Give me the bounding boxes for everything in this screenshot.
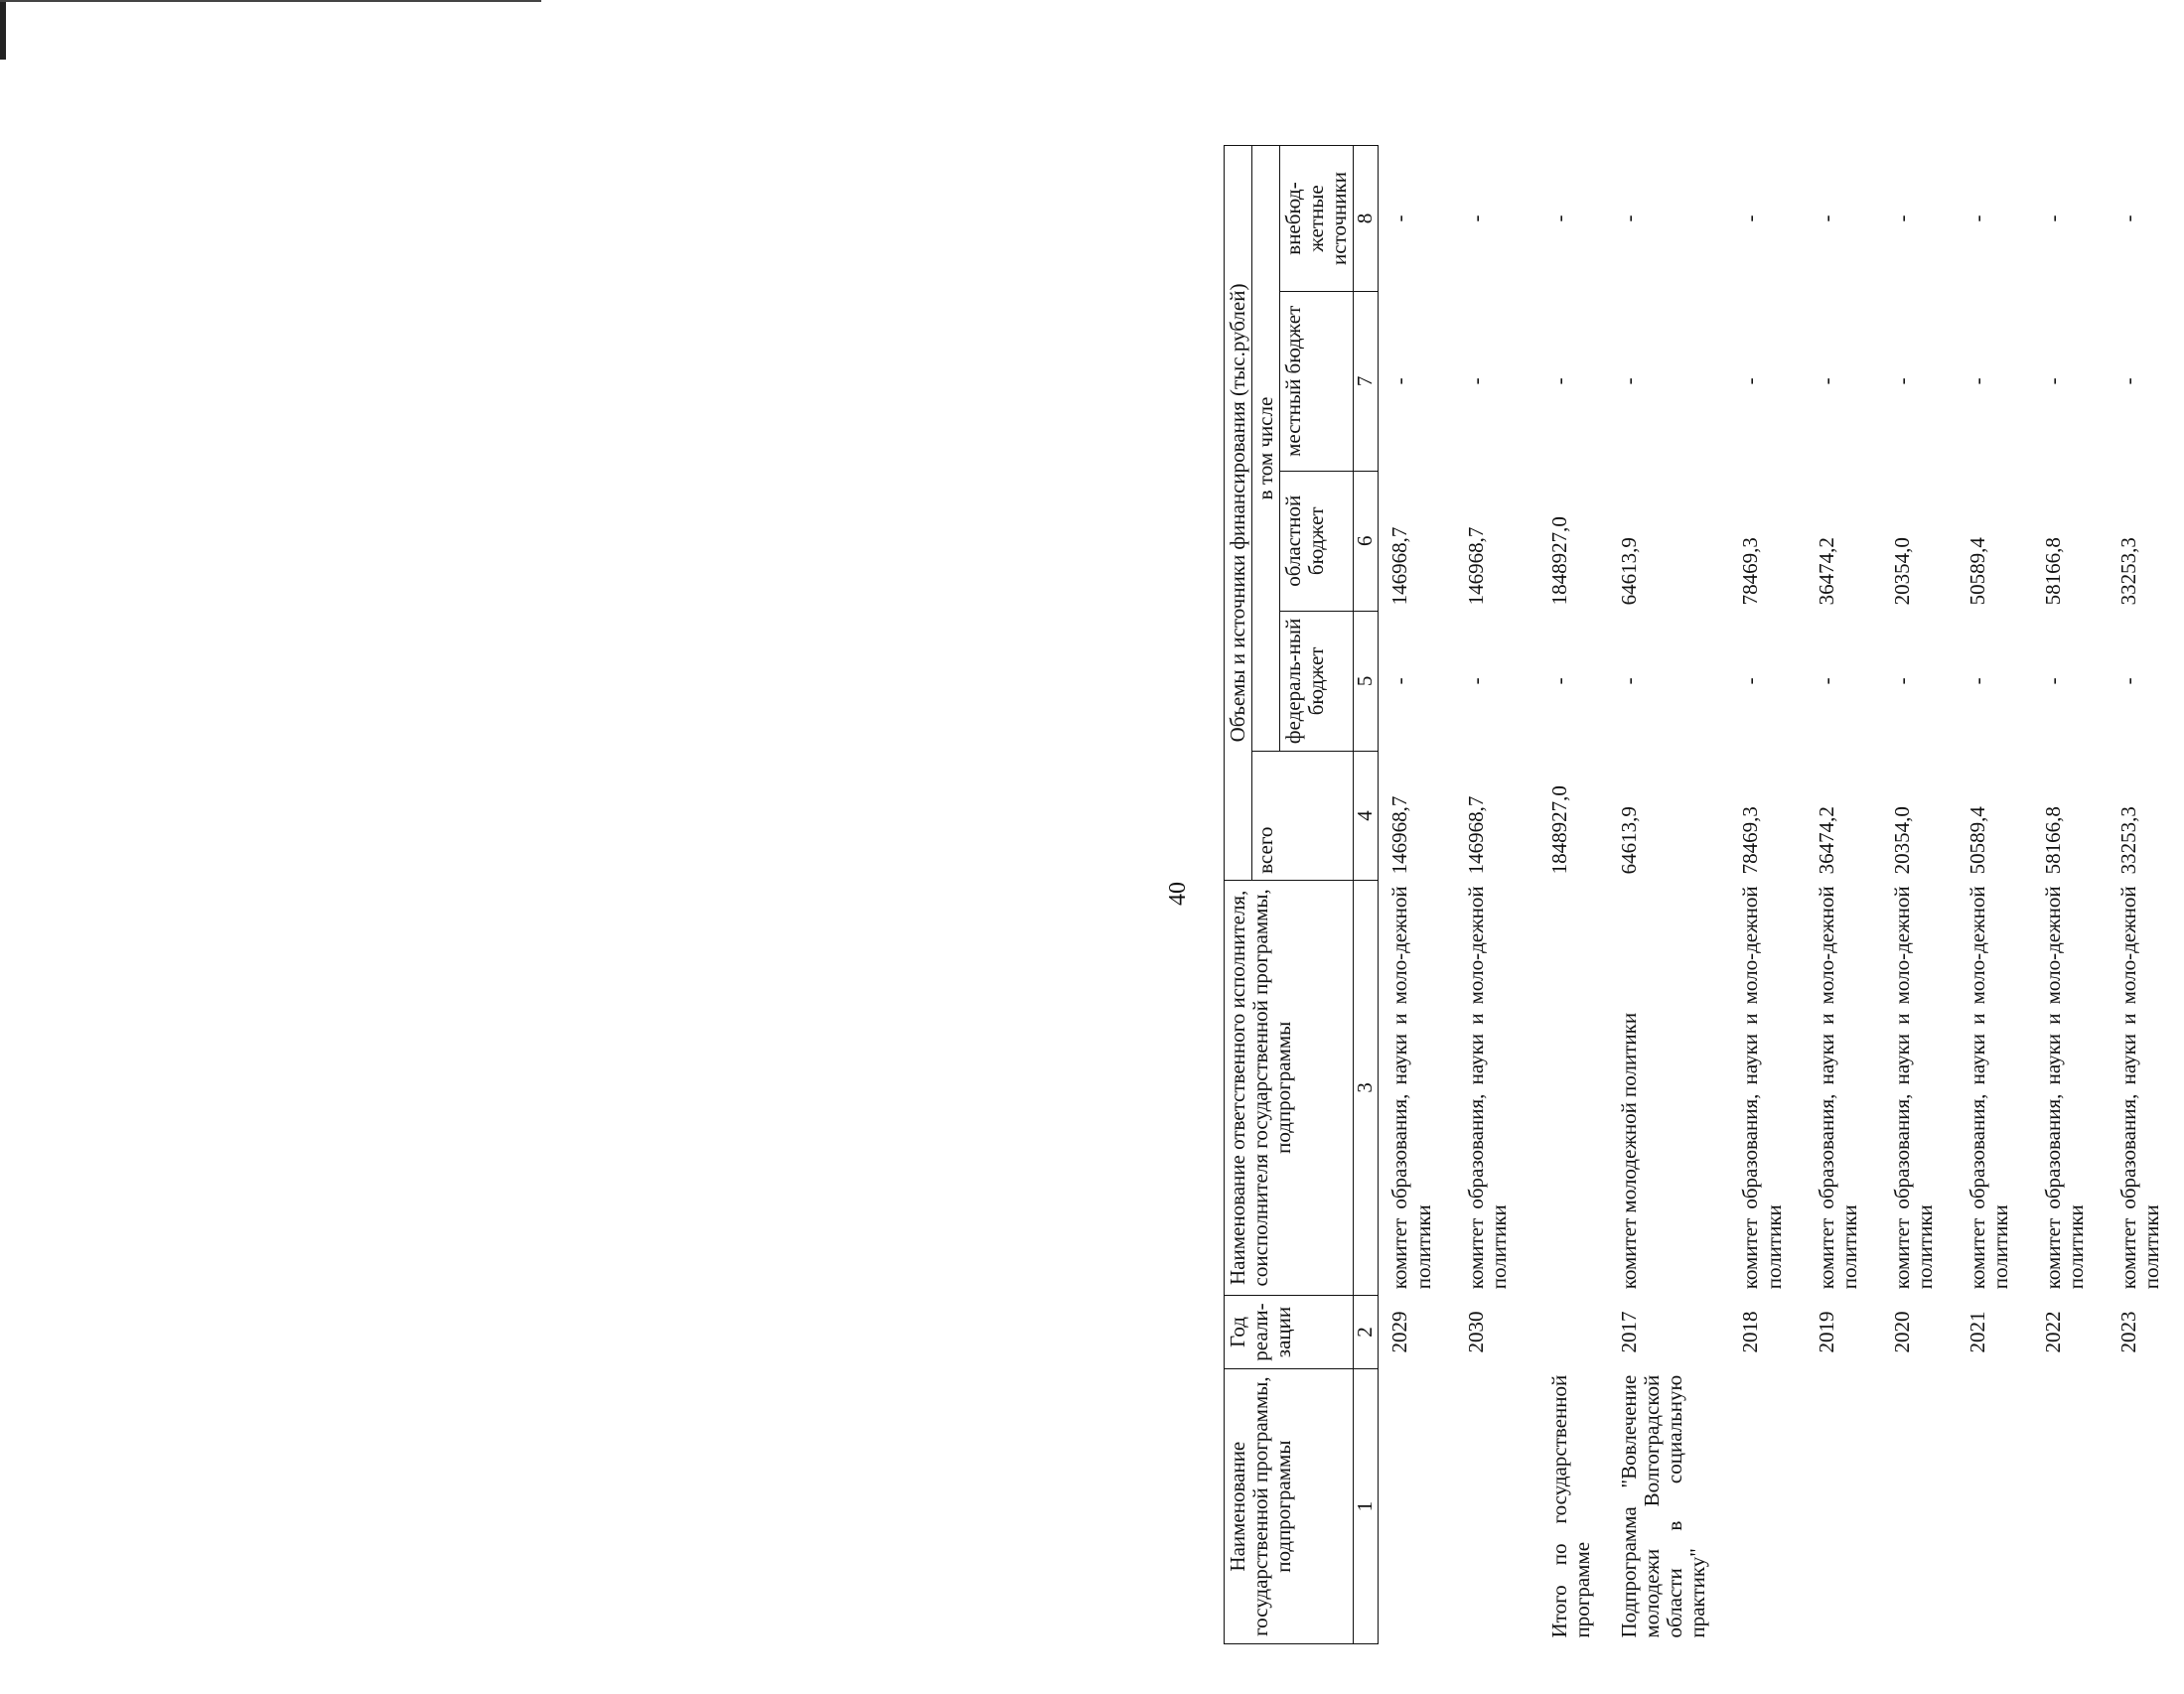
column-number: 2 — [1354, 1295, 1379, 1369]
column-number: 6 — [1354, 471, 1379, 611]
cell-local: - — [1546, 377, 1571, 385]
cell-regional: 20354,0 — [1889, 537, 1914, 606]
table-row — [2108, 146, 2183, 1644]
table-row — [1530, 146, 1608, 1644]
table-row — [1455, 146, 1530, 1644]
cell-executor — [1530, 880, 1608, 1295]
cell-local: - — [1965, 377, 1989, 385]
cell-federal: - — [2041, 677, 2066, 685]
cell-local: - — [1463, 377, 1488, 385]
header-funding-group: Объемы и источники финансирования (тыс.рублей) — [1225, 146, 1252, 881]
header-local: местный бюджет — [1280, 291, 1354, 471]
cell-federal: - — [1889, 677, 1914, 685]
header-regional: областной бюджет — [1280, 471, 1354, 611]
cell-local: - — [1814, 377, 1838, 385]
header-executor: Наименование ответственного исполнителя, соисполнителя государственной программы, подпрограммы — [1225, 880, 1354, 1295]
cell-total: 146968,7 — [1387, 795, 1412, 875]
cell-extrabudget: - — [1546, 214, 1571, 222]
cell-program — [2108, 1369, 2183, 1644]
cell-executor: комитет образования, науки и моло-дежной политики — [1387, 886, 1435, 1290]
cell-executor: комитет образования, науки и моло-дежной политики — [2116, 886, 2164, 1290]
cell-program — [1881, 1369, 1957, 1644]
cell-federal: - — [1814, 677, 1838, 685]
table-row — [2032, 146, 2108, 1644]
cell-executor: комитет образования, науки и моло-дежной политики — [2041, 886, 2089, 1290]
cell-program — [1806, 1369, 1881, 1644]
cell-regional: 146968,7 — [1387, 526, 1412, 606]
cell-total: 1848927,0 — [1546, 785, 1571, 875]
cell-regional: 50589,4 — [1965, 537, 1989, 606]
cell-extrabudget: - — [1463, 214, 1488, 222]
cell-executor: комитет образования, науки и моло-дежной политики — [1965, 886, 2013, 1290]
column-number: 1 — [1354, 1369, 1379, 1644]
header-year: Год реали-зации — [1225, 1295, 1354, 1369]
column-number: 7 — [1354, 291, 1379, 471]
cell-year: 2019 — [1814, 1311, 1838, 1353]
cell-program: Подпрограмма "Вовлечение молодежи Волгоградской области в социальную практику" — [1617, 1374, 1710, 1638]
cell-local: - — [1387, 377, 1412, 385]
financing-table — [1224, 145, 2184, 1644]
cell-program — [1455, 1369, 1530, 1644]
cell-regional: 146968,7 — [1463, 526, 1488, 606]
cell-executor: комитет образования, науки и моло-дежной политики — [1814, 886, 1861, 1290]
cell-year: 2020 — [1889, 1311, 1914, 1353]
header-program-name: Наименование государственной программы, подпрограммы — [1225, 1369, 1354, 1644]
cell-federal: - — [1617, 677, 1642, 685]
cell-year: 2017 — [1617, 1311, 1642, 1353]
header-total: всего — [1252, 752, 1354, 881]
table-body — [1379, 146, 2184, 1644]
cell-program — [1957, 1369, 2032, 1644]
cell-extrabudget: - — [1617, 214, 1642, 222]
header-extrabudget: внебюд-жетные источники — [1280, 146, 1354, 292]
cell-executor: комитет молодежной политики — [1617, 1012, 1642, 1290]
document-page — [1142, 119, 2164, 1668]
cell-year — [1530, 1295, 1608, 1369]
cell-total: 33253,3 — [2116, 806, 2141, 875]
cell-program — [1379, 1369, 1455, 1644]
cell-extrabudget: - — [2116, 214, 2141, 222]
table-row — [1729, 146, 1805, 1644]
cell-year: 2029 — [1387, 1311, 1412, 1353]
cell-local: - — [1617, 377, 1642, 385]
scan-edge-mark — [0, 0, 6, 60]
cell-federal: - — [1387, 677, 1412, 685]
cell-regional: 33253,3 — [2116, 537, 2141, 606]
cell-extrabudget: - — [1814, 214, 1838, 222]
cell-local: - — [1738, 377, 1763, 385]
cell-local: - — [2041, 377, 2066, 385]
cell-regional: 36474,2 — [1814, 537, 1838, 606]
table-row — [1957, 146, 2032, 1644]
column-number: 8 — [1354, 146, 1379, 292]
cell-program — [1729, 1369, 1805, 1644]
cell-extrabudget: - — [1965, 214, 1989, 222]
cell-federal: - — [1965, 677, 1989, 685]
cell-federal: - — [1738, 677, 1763, 685]
cell-local: - — [2116, 377, 2141, 385]
cell-year: 2018 — [1738, 1311, 1763, 1353]
cell-extrabudget: - — [2041, 214, 2066, 222]
cell-regional: 1848927,0 — [1546, 516, 1571, 606]
column-number: 5 — [1354, 611, 1379, 751]
cell-local: - — [1889, 377, 1914, 385]
cell-regional: 78469,3 — [1738, 537, 1763, 606]
cell-total: 78469,3 — [1738, 806, 1763, 875]
column-number: 3 — [1354, 880, 1379, 1295]
cell-year: 2021 — [1965, 1311, 1989, 1353]
cell-total: 64613,9 — [1617, 806, 1642, 875]
cell-extrabudget: - — [1738, 214, 1763, 222]
cell-year: 2023 — [2116, 1311, 2141, 1353]
table-row — [1379, 146, 1455, 1644]
cell-executor: комитет образования, науки и моло-дежной политики — [1463, 886, 1511, 1290]
cell-federal: - — [1463, 677, 1488, 685]
cell-total: 58166,8 — [2041, 806, 2066, 875]
cell-executor: комитет образования, науки и моло-дежной политики — [1889, 886, 1937, 1290]
cell-regional: 64613,9 — [1617, 537, 1642, 606]
header-federal: федераль-ный бюджет — [1280, 611, 1354, 751]
cell-total: 36474,2 — [1814, 806, 1838, 875]
cell-extrabudget: - — [1889, 214, 1914, 222]
cell-year: 2022 — [2041, 1311, 2066, 1353]
cell-federal: - — [2116, 677, 2141, 685]
table-row — [1608, 146, 1729, 1644]
cell-program — [2032, 1369, 2108, 1644]
cell-total: 20354,0 — [1889, 806, 1914, 875]
cell-year: 2030 — [1463, 1311, 1488, 1353]
cell-regional: 58166,8 — [2041, 537, 2066, 606]
page-number: 40 — [1165, 882, 1191, 906]
header-including: в том числе — [1252, 146, 1280, 752]
column-number: 4 — [1354, 752, 1379, 881]
cell-total: 50589,4 — [1965, 806, 1989, 875]
cell-federal: - — [1546, 677, 1571, 685]
table-row — [1881, 146, 1957, 1644]
table-row — [1806, 146, 1881, 1644]
scan-top-line — [0, 0, 541, 2]
cell-program: Итого по государственной программе — [1546, 1374, 1594, 1638]
cell-total: 146968,7 — [1463, 795, 1488, 875]
cell-executor: комитет образования, науки и моло-дежной политики — [1738, 886, 1786, 1290]
cell-extrabudget: - — [1387, 214, 1412, 222]
